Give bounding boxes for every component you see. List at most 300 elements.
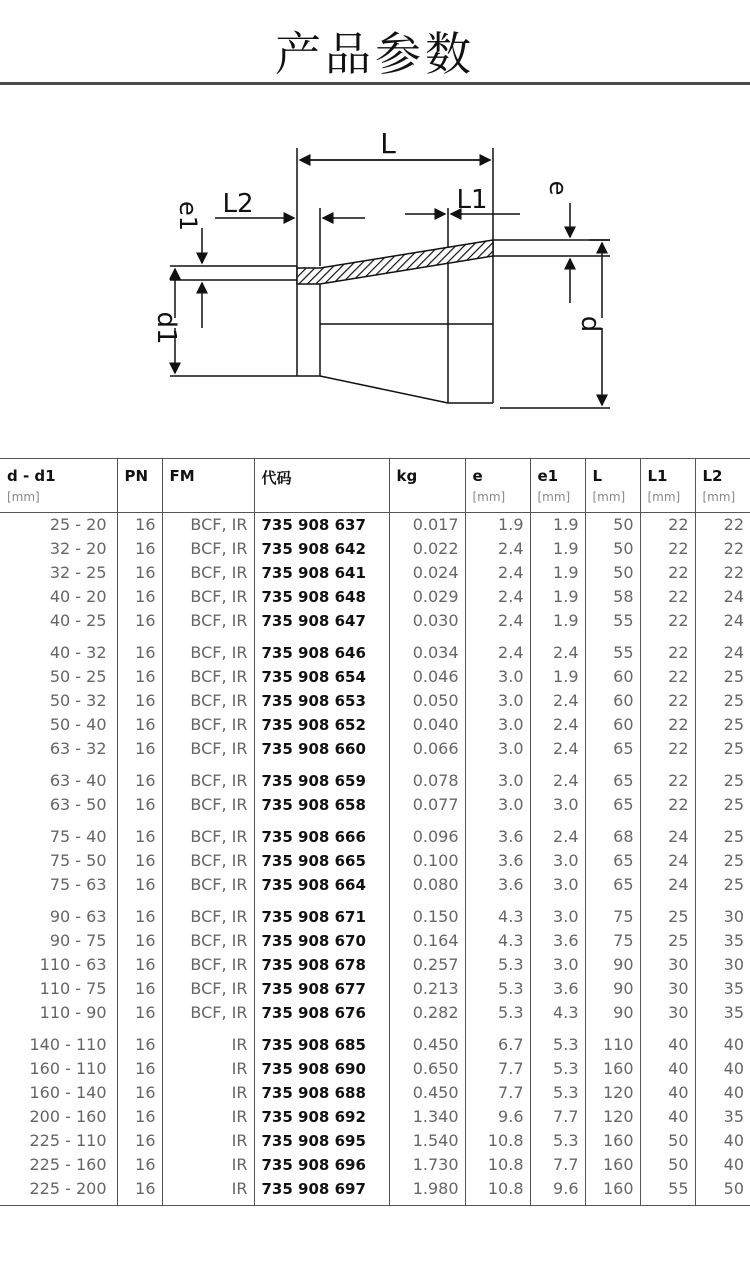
cell-code: 735 908 647 (254, 609, 389, 633)
cell-kg: 0.100 (389, 849, 465, 873)
cell-e: 3.6 (465, 817, 530, 849)
cell-code: 735 908 648 (254, 585, 389, 609)
cell-e1: 5.3 (530, 1129, 585, 1153)
header-fm (162, 459, 254, 513)
cell-code: 735 908 685 (254, 1025, 389, 1057)
cell-fm: BCF, IR (162, 713, 254, 737)
cell-kg: 0.213 (389, 977, 465, 1001)
cell-d-d1: 110 - 63 (39, 955, 107, 974)
header-label: L2 (702, 467, 723, 485)
cell-pn: 16 (117, 953, 162, 977)
cell-l: 55 (585, 609, 640, 633)
header-l1 (640, 459, 695, 513)
cell-kg: 0.650 (389, 1057, 465, 1081)
cell-l2: 40 (695, 1081, 750, 1105)
cell-l1: 25 (640, 929, 695, 953)
cell-kg: 0.282 (389, 1001, 465, 1025)
table-row (0, 849, 750, 873)
cell-fm: BCF, IR (162, 817, 254, 849)
cell-l: 120 (585, 1081, 640, 1105)
table-header-row (0, 459, 750, 513)
header-unit: [mm] (592, 490, 626, 504)
cell-l2: 40 (695, 1153, 750, 1177)
table-row (0, 1153, 750, 1177)
cell-code: 735 908 641 (254, 561, 389, 585)
cell-pn: 16 (117, 561, 162, 585)
header-label: L1 (647, 467, 668, 485)
cell-fm: BCF, IR (162, 793, 254, 817)
cell-e: 10.8 (465, 1177, 530, 1206)
cell-d-d1: 90 - 75 (49, 931, 107, 950)
cell-pn: 16 (117, 737, 162, 761)
cell-pn: 16 (117, 1177, 162, 1206)
cell-e: 5.3 (465, 977, 530, 1001)
cell-pn: 16 (117, 1105, 162, 1129)
label-L: L (380, 127, 396, 160)
header-d-d1 (0, 459, 117, 513)
label-d: d (575, 315, 605, 333)
cell-l1: 40 (640, 1105, 695, 1129)
table-row (0, 1057, 750, 1081)
cell-kg: 0.050 (389, 689, 465, 713)
cell-l1: 40 (640, 1025, 695, 1057)
cell-d-d1: 225 - 200 (0, 1177, 117, 1206)
cell-pn: 16 (117, 817, 162, 849)
cell-l2: 40 (695, 1129, 750, 1153)
table-row (0, 977, 750, 1001)
cell-l: 65 (585, 793, 640, 817)
cell-pn: 16 (117, 689, 162, 713)
header-label: 代码 (261, 469, 292, 487)
header-label: FM (169, 467, 195, 485)
cell-l: 65 (585, 849, 640, 873)
cell-fm: IR (162, 1177, 254, 1206)
cell-l1: 22 (640, 609, 695, 633)
cell-pn: 16 (117, 1129, 162, 1153)
cell-l: 75 (585, 897, 640, 929)
cell-fm: BCF, IR (162, 977, 254, 1001)
header-label: kg (396, 467, 418, 485)
cell-pn: 16 (117, 665, 162, 689)
cell-l1: 30 (640, 977, 695, 1001)
cell-code: 735 908 678 (254, 953, 389, 977)
cell-e: 5.3 (465, 1001, 530, 1025)
cell-e1: 5.3 (530, 1025, 585, 1057)
table-row (0, 1001, 750, 1025)
cell-d-d1: 40 - 25 (49, 611, 107, 630)
cell-l1: 24 (640, 873, 695, 897)
cell-kg: 0.450 (389, 1025, 465, 1057)
cell-fm: BCF, IR (162, 953, 254, 977)
header-l2 (695, 459, 750, 513)
table-row (0, 897, 750, 929)
cell-fm: BCF, IR (162, 737, 254, 761)
cell-e: 3.6 (465, 873, 530, 897)
cell-d-d1: 25 - 20 (49, 515, 107, 534)
label-d1: d1 (151, 311, 181, 345)
cell-fm: BCF, IR (162, 897, 254, 929)
cell-l2: 25 (695, 665, 750, 689)
table-row (0, 873, 750, 897)
cell-l2: 25 (695, 793, 750, 817)
label-L2: L2 (222, 189, 254, 219)
cell-l2: 35 (695, 977, 750, 1001)
cell-l: 58 (585, 585, 640, 609)
cell-e1: 3.6 (530, 929, 585, 953)
cell-code: 735 908 692 (254, 1105, 389, 1129)
cell-fm: BCF, IR (162, 537, 254, 561)
cell-kg: 0.030 (389, 609, 465, 633)
header-unit: [mm] (472, 490, 506, 504)
title-divider (0, 82, 750, 85)
cell-fm: BCF, IR (162, 633, 254, 665)
cell-e: 1.9 (465, 513, 530, 538)
cell-e1: 1.9 (530, 609, 585, 633)
cell-code: 735 908 688 (254, 1081, 389, 1105)
cell-l: 60 (585, 713, 640, 737)
cell-l1: 24 (640, 849, 695, 873)
cell-l1: 22 (640, 513, 695, 538)
table-row (0, 737, 750, 761)
cell-l1: 22 (640, 793, 695, 817)
cell-l1: 55 (640, 1177, 695, 1206)
cell-e1: 1.9 (530, 561, 585, 585)
header-unit: [mm] (7, 490, 40, 504)
cell-e: 3.0 (465, 737, 530, 761)
cell-l2: 25 (695, 761, 750, 793)
cell-e: 2.4 (465, 633, 530, 665)
cell-kg: 0.017 (389, 513, 465, 538)
parameter-table-container (0, 458, 750, 1206)
cell-code: 735 908 642 (254, 537, 389, 561)
cell-e1: 2.4 (530, 689, 585, 713)
cell-e1: 3.6 (530, 977, 585, 1001)
cell-l: 120 (585, 1105, 640, 1129)
cell-e: 5.3 (465, 953, 530, 977)
cell-fm: BCF, IR (162, 585, 254, 609)
cell-l: 90 (585, 1001, 640, 1025)
cell-e1: 2.4 (530, 737, 585, 761)
header-label: d - d1 (7, 467, 56, 485)
cell-l: 50 (585, 537, 640, 561)
cell-code: 735 908 659 (254, 761, 389, 793)
cell-code: 735 908 652 (254, 713, 389, 737)
cell-l2: 24 (695, 585, 750, 609)
cell-d-d1: 40 - 20 (49, 587, 107, 606)
cell-kg: 0.022 (389, 537, 465, 561)
cell-e1: 2.4 (530, 713, 585, 737)
cell-d-d1: 40 - 32 (49, 643, 107, 662)
cell-e: 2.4 (465, 585, 530, 609)
cell-l2: 35 (695, 1001, 750, 1025)
cell-d-d1: 160 - 110 (29, 1059, 107, 1078)
cell-pn: 16 (117, 513, 162, 538)
label-e: e (544, 180, 572, 196)
cell-pn: 16 (117, 873, 162, 897)
table-row (0, 1025, 750, 1057)
cell-d-d1: 50 - 32 (49, 691, 107, 710)
table-row (0, 665, 750, 689)
cell-fm: BCF, IR (162, 873, 254, 897)
cell-kg: 0.150 (389, 897, 465, 929)
header-unit: [mm] (537, 490, 571, 504)
cell-fm: IR (162, 1105, 254, 1129)
cell-kg: 0.046 (389, 665, 465, 689)
cell-e1: 1.9 (530, 665, 585, 689)
cell-fm: IR (162, 1129, 254, 1153)
cell-l2: 50 (695, 1177, 750, 1206)
reducer-dimension-diagram (150, 118, 620, 418)
table-row (0, 1129, 750, 1153)
cell-l1: 22 (640, 537, 695, 561)
cell-d-d1: 90 - 63 (49, 907, 107, 926)
cell-l: 55 (585, 633, 640, 665)
cell-l1: 30 (640, 1001, 695, 1025)
cell-l: 90 (585, 977, 640, 1001)
cell-code: 735 908 671 (254, 897, 389, 929)
cell-e1: 3.0 (530, 793, 585, 817)
cell-l1: 40 (640, 1081, 695, 1105)
cell-d-d1: 50 - 40 (49, 715, 107, 734)
header-label: L (592, 467, 603, 485)
cell-kg: 0.040 (389, 713, 465, 737)
cell-kg: 1.980 (389, 1177, 465, 1206)
header-kg (389, 459, 465, 513)
cell-e: 6.7 (465, 1025, 530, 1057)
cell-kg: 0.029 (389, 585, 465, 609)
cell-pn: 16 (117, 793, 162, 817)
label-e1: e1 (174, 200, 202, 232)
label-L1: L1 (456, 185, 488, 215)
cell-fm: BCF, IR (162, 689, 254, 713)
cell-pn: 16 (117, 849, 162, 873)
cell-l1: 25 (640, 897, 695, 929)
cell-pn: 16 (117, 585, 162, 609)
cell-l: 160 (585, 1177, 640, 1206)
cell-code: 735 908 660 (254, 737, 389, 761)
cell-d-d1: 110 - 75 (39, 979, 107, 998)
cell-pn: 16 (117, 1153, 162, 1177)
cell-e1: 7.7 (530, 1105, 585, 1129)
cell-kg: 0.024 (389, 561, 465, 585)
header-label: e1 (537, 467, 559, 485)
cell-d-d1: 63 - 50 (49, 795, 107, 814)
cell-d-d1: 200 - 160 (29, 1107, 107, 1126)
cell-d-d1: 75 - 50 (49, 851, 107, 870)
cell-l: 60 (585, 689, 640, 713)
cell-pn: 16 (117, 713, 162, 737)
cell-fm: BCF, IR (162, 665, 254, 689)
header-code (254, 459, 389, 513)
cell-kg: 0.066 (389, 737, 465, 761)
cell-pn: 16 (117, 897, 162, 929)
cell-l: 75 (585, 929, 640, 953)
cell-e1: 2.4 (530, 817, 585, 849)
cell-l: 110 (585, 1025, 640, 1057)
cell-e1: 4.3 (530, 1001, 585, 1025)
cell-l1: 22 (640, 689, 695, 713)
cell-e: 10.8 (465, 1153, 530, 1177)
cell-e: 3.0 (465, 689, 530, 713)
cell-l1: 30 (640, 953, 695, 977)
cell-l2: 25 (695, 713, 750, 737)
cell-e1: 1.9 (530, 513, 585, 538)
cell-e: 3.0 (465, 761, 530, 793)
cell-code: 735 908 697 (254, 1177, 389, 1206)
cell-l2: 22 (695, 537, 750, 561)
table-row (0, 793, 750, 817)
cell-fm: BCF, IR (162, 929, 254, 953)
cell-e1: 3.0 (530, 849, 585, 873)
table-row (0, 1177, 750, 1206)
cell-l2: 22 (695, 513, 750, 538)
cell-e1: 3.0 (530, 953, 585, 977)
cell-l2: 24 (695, 633, 750, 665)
cell-l1: 40 (640, 1057, 695, 1081)
cell-e: 10.8 (465, 1129, 530, 1153)
cell-e1: 9.6 (530, 1177, 585, 1206)
cell-pn: 16 (117, 1081, 162, 1105)
cell-fm: BCF, IR (162, 561, 254, 585)
cell-e1: 1.9 (530, 585, 585, 609)
cell-l: 90 (585, 953, 640, 977)
cell-fm: IR (162, 1025, 254, 1057)
cell-e1: 1.9 (530, 537, 585, 561)
cell-d-d1: 140 - 110 (29, 1035, 107, 1054)
cell-pn: 16 (117, 537, 162, 561)
cell-l: 65 (585, 761, 640, 793)
cell-l2: 25 (695, 817, 750, 849)
cell-code: 735 908 670 (254, 929, 389, 953)
header-pn (117, 459, 162, 513)
cell-l1: 22 (640, 665, 695, 689)
cell-kg: 0.078 (389, 761, 465, 793)
cell-d-d1: 63 - 32 (49, 739, 107, 758)
table-row (0, 513, 750, 538)
header-unit: [mm] (702, 490, 736, 504)
cell-code: 735 908 666 (254, 817, 389, 849)
table-body (0, 513, 750, 1206)
table-row (0, 929, 750, 953)
cell-l: 60 (585, 665, 640, 689)
cell-l2: 35 (695, 1105, 750, 1129)
cell-d-d1: 110 - 90 (39, 1003, 107, 1022)
cell-kg: 1.730 (389, 1153, 465, 1177)
header-e (465, 459, 530, 513)
cell-fm: IR (162, 1153, 254, 1177)
table-row (0, 1081, 750, 1105)
table-row (0, 609, 750, 633)
page-title: 产品参数 (275, 27, 475, 81)
header-label: PN (124, 467, 149, 485)
cell-e1: 7.7 (530, 1153, 585, 1177)
cell-l1: 22 (640, 585, 695, 609)
cell-kg: 0.080 (389, 873, 465, 897)
table-row (0, 953, 750, 977)
header-unit: [mm] (647, 490, 681, 504)
cell-pn: 16 (117, 1025, 162, 1057)
cell-code: 735 908 690 (254, 1057, 389, 1081)
cell-l1: 22 (640, 633, 695, 665)
cell-code: 735 908 637 (254, 513, 389, 538)
cell-fm: BCF, IR (162, 761, 254, 793)
header-l (585, 459, 640, 513)
cell-e: 3.0 (465, 713, 530, 737)
cell-l: 160 (585, 1129, 640, 1153)
cell-l1: 22 (640, 737, 695, 761)
cell-pn: 16 (117, 761, 162, 793)
cell-code: 735 908 695 (254, 1129, 389, 1153)
cell-l2: 40 (695, 1025, 750, 1057)
cell-kg: 0.034 (389, 633, 465, 665)
cell-l1: 22 (640, 713, 695, 737)
cell-code: 735 908 646 (254, 633, 389, 665)
cell-l: 160 (585, 1057, 640, 1081)
cell-fm: BCF, IR (162, 849, 254, 873)
cell-e: 4.3 (465, 929, 530, 953)
cell-e1: 2.4 (530, 761, 585, 793)
cell-d-d1: 50 - 25 (49, 667, 107, 686)
cell-e: 2.4 (465, 537, 530, 561)
cell-l2: 25 (695, 689, 750, 713)
cell-e: 3.6 (465, 849, 530, 873)
cell-code: 735 908 658 (254, 793, 389, 817)
cell-e: 7.7 (465, 1057, 530, 1081)
table-row (0, 761, 750, 793)
cell-e: 3.0 (465, 665, 530, 689)
table-row (0, 1105, 750, 1129)
cell-kg: 0.450 (389, 1081, 465, 1105)
cell-e1: 3.0 (530, 873, 585, 897)
table-row (0, 817, 750, 849)
cell-d-d1: 63 - 40 (49, 771, 107, 790)
cell-d-d1: 225 - 110 (29, 1131, 107, 1150)
cell-l1: 50 (640, 1153, 695, 1177)
cell-l: 65 (585, 873, 640, 897)
cell-d-d1: 225 - 160 (29, 1155, 107, 1174)
cell-pn: 16 (117, 929, 162, 953)
cell-l2: 40 (695, 1057, 750, 1081)
cell-l2: 30 (695, 897, 750, 929)
cell-l2: 25 (695, 849, 750, 873)
cell-pn: 16 (117, 633, 162, 665)
cell-pn: 16 (117, 1001, 162, 1025)
cell-e: 2.4 (465, 609, 530, 633)
cell-code: 735 908 653 (254, 689, 389, 713)
cell-l: 50 (585, 561, 640, 585)
cell-kg: 0.096 (389, 817, 465, 849)
cell-fm: IR (162, 1081, 254, 1105)
cell-l1: 22 (640, 561, 695, 585)
cell-fm: BCF, IR (162, 609, 254, 633)
cell-e1: 3.0 (530, 897, 585, 929)
cell-code: 735 908 664 (254, 873, 389, 897)
cell-d-d1: 160 - 140 (29, 1083, 107, 1102)
cell-l2: 30 (695, 953, 750, 977)
cell-pn: 16 (117, 1057, 162, 1081)
cell-e: 2.4 (465, 561, 530, 585)
header-e1 (530, 459, 585, 513)
table-row (0, 561, 750, 585)
cell-e1: 2.4 (530, 633, 585, 665)
cell-code: 735 908 665 (254, 849, 389, 873)
cell-l2: 35 (695, 929, 750, 953)
cell-d-d1: 75 - 63 (49, 875, 107, 894)
cell-e: 3.0 (465, 793, 530, 817)
cell-kg: 0.257 (389, 953, 465, 977)
reducer-drawing (150, 118, 620, 418)
cell-l2: 22 (695, 561, 750, 585)
